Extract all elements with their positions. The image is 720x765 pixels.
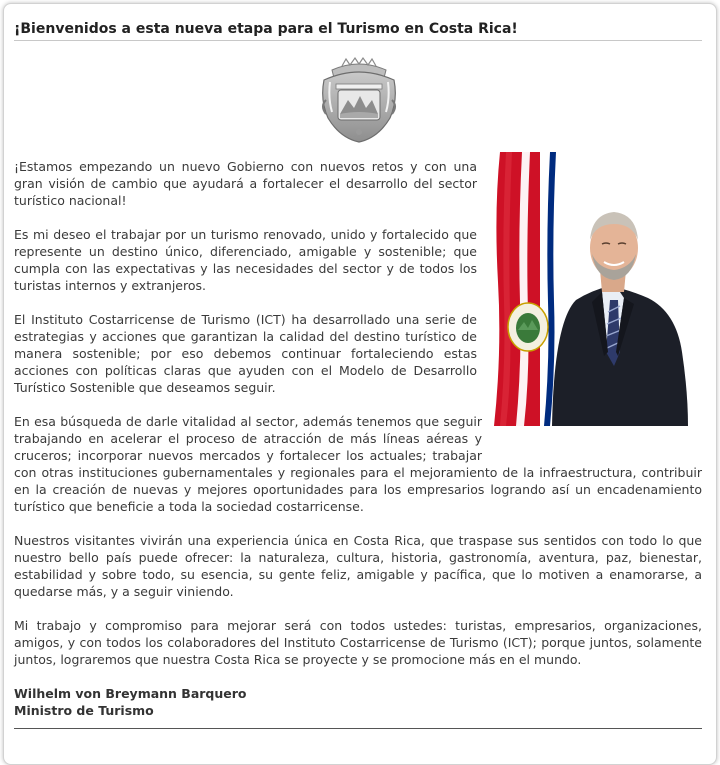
bottom-divider: [14, 728, 702, 729]
signature-role: Ministro de Turismo: [14, 703, 154, 718]
welcome-message: [14, 158, 702, 719]
signature-name: Wilhelm von Breymann Barquero: [14, 686, 247, 701]
paragraph: Nuestros visitantes vivirán una experiencia única en Costa Rica, que traspase sus sentidos con todo lo que nuestro bello país puede ofrecer: la naturaleza, cultura, historia, gastronomía, aventura, paz, bienestar, estabilidad y sobre todo, su esencia, su gente feliz, amigable y pacífica, que lo motiven a enamorarse, a quedarse más, y a seguir viniendo.: [14, 533, 702, 599]
page-title: ¡Bienvenidos a esta nueva etapa para el Turismo en Costa Rica!: [14, 21, 518, 37]
paragraph: El Instituto Costarricense de Turismo (ICT) ha desarrollado una serie de estrategias y acciones que garantizan la calidad del destino turístico de manera sostenible; por eso debemos continuar fortaleciendo estas acciones con políticas claras que ayuden con el Modelo de Desarrollo Turístico Sostenible que deseamos seguir.: [14, 312, 477, 395]
paragraph: Mi trabajo y compromiso para mejorar será con todos ustedes: turistas, empresarios, organizaciones, amigos, y con todos los colaboradores del Instituto Costarricense de Turismo (ICT); porque juntos, solamente juntos, lograremos que nuestra Costa Rica se proyecte y se promocione más en el mundo.: [14, 618, 702, 667]
signature-block: [14, 685, 702, 719]
paragraph: En esa búsqueda de darle vitalidad al sector, además tenemos que seguir trabajando en acelerar el proceso de atracción de más líneas aéreas y cruceros; incorporar nuevos mercados y fortalecer los actuales; trabajar con otras instituciones gubernamentales y regionales para el mejoramiento de la infraestructura, contribuir en la creación de nuevas y mejores oportunidades para los empresarios logrando así un encadenamiento turístico que beneficie a toda la sociedad costarricense.: [14, 414, 702, 514]
paragraph: ¡Estamos empezando un nuevo Gobierno con nuevos retos y con una gran visión de cambio que ayudará a fortalecer el desarrollo del sector turístico nacional!: [14, 159, 477, 208]
paragraph: Es mi deseo el trabajar por un turismo renovado, unido y fortalecido que represente un destino único, diferenciado, amigable y sostenible; que cumpla con las expectativas y las necesidades del sector y de todos los turistas internos y extranjeros.: [14, 227, 477, 293]
title-divider: [14, 40, 702, 41]
coat-of-arms-icon: [318, 56, 400, 144]
